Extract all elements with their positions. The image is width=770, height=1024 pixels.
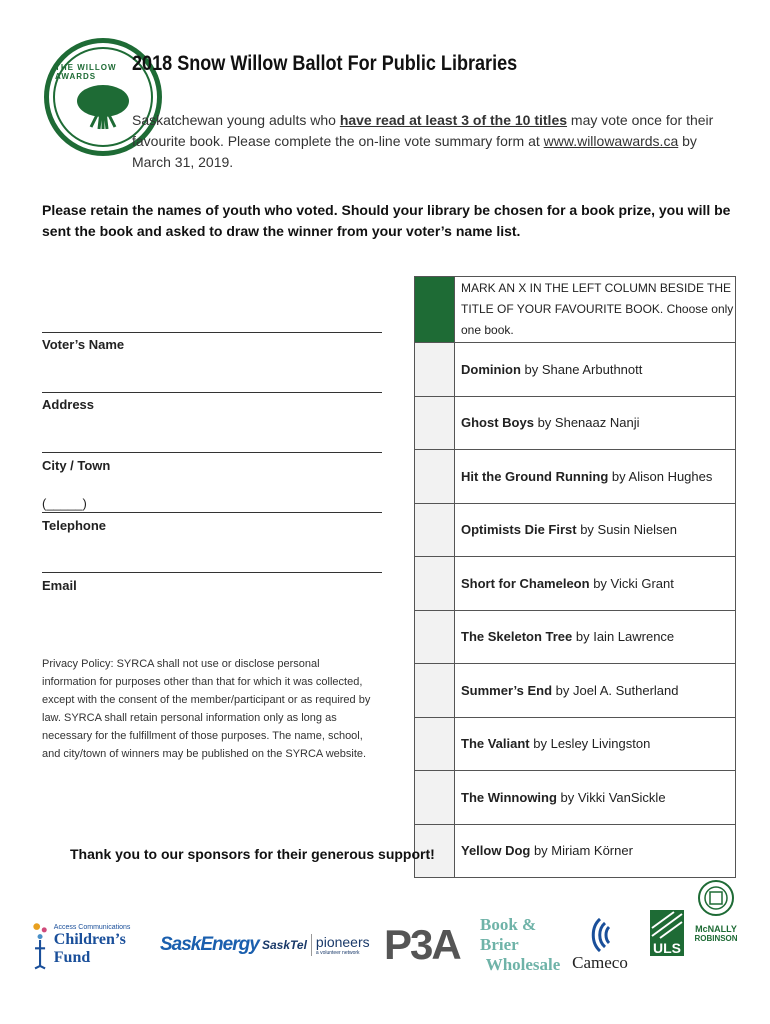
book-author: by Iain Lawrence bbox=[572, 629, 675, 645]
vote-box[interactable] bbox=[415, 343, 455, 397]
mcnally-crest-icon bbox=[698, 878, 734, 924]
book-author: by Lesley Livingston bbox=[529, 736, 651, 752]
sasktel-pioneers-logo bbox=[262, 910, 370, 980]
book-row bbox=[415, 664, 736, 718]
book-title: The Skeleton Tree bbox=[461, 629, 573, 645]
telephone-line[interactable] bbox=[42, 512, 382, 513]
vote-box[interactable] bbox=[415, 717, 455, 771]
saskenergy-text: SaskEnergy bbox=[160, 934, 259, 955]
book-row bbox=[415, 396, 736, 450]
vote-box[interactable] bbox=[415, 450, 455, 504]
uls-mark-icon bbox=[650, 910, 684, 940]
access-line1: Access Communications bbox=[53, 923, 131, 931]
ballot-header-row bbox=[415, 277, 736, 343]
p3a-logo bbox=[384, 910, 470, 980]
book-title: The Winnowing bbox=[461, 789, 557, 805]
telephone-label: Telephone bbox=[42, 518, 107, 533]
book-row bbox=[415, 610, 736, 664]
book-row bbox=[415, 717, 736, 771]
mcnally-line2: ROBINSON bbox=[694, 934, 738, 943]
book-title: Ghost Boys bbox=[461, 415, 534, 431]
vote-box[interactable] bbox=[415, 664, 455, 718]
mcnally-line1: McNALLY bbox=[695, 924, 737, 934]
book-brier-logo bbox=[480, 910, 566, 980]
book-title: Dominion bbox=[461, 361, 521, 377]
logo-text: THE WILLOW AWARDS bbox=[55, 63, 117, 81]
website-link[interactable]: www.willowawards.ca bbox=[543, 133, 679, 149]
tree-icon bbox=[73, 81, 133, 131]
book-title: Yellow Dog bbox=[461, 843, 531, 859]
retain-note: Please retain the names of youth who voted. Should your library be chosen for a book prize, you will be sent the book and asked to draw the winner from your voter’s name list. bbox=[42, 202, 731, 239]
pioneers-sub: a volunteer network bbox=[315, 950, 360, 956]
vote-box[interactable] bbox=[415, 557, 455, 611]
book-title: Optimists Die First bbox=[461, 522, 577, 538]
book-row bbox=[415, 824, 736, 878]
p3a-text: P3A bbox=[384, 921, 460, 968]
vote-box[interactable] bbox=[415, 610, 455, 664]
book-author: by Miriam Körner bbox=[530, 843, 633, 859]
cameco-logo bbox=[570, 910, 630, 980]
book-brier-line2: Wholesale bbox=[485, 955, 561, 974]
childrens-figure-icon bbox=[30, 915, 52, 975]
intro-text: Saskatchewan young adults who have read at least 3 of the 10 titles may vote once for their favourite book. Please complete the on-line vote summary form at www.willowawards.ca by March 31, 2019. bbox=[132, 112, 714, 170]
uls-logo bbox=[648, 910, 686, 980]
voter-name-label: Voter’s Name bbox=[42, 337, 125, 352]
page-title: 2018 Snow Willow Ballot For Public Libraries bbox=[132, 52, 518, 75]
city-line[interactable] bbox=[42, 452, 382, 453]
book-title: Summer’s End bbox=[461, 682, 553, 698]
saskenergy-logo bbox=[160, 910, 259, 980]
book-author: by Shane Arbuthnott bbox=[520, 361, 643, 377]
sasktel-text: SaskTel bbox=[262, 938, 307, 952]
vote-box[interactable] bbox=[415, 771, 455, 825]
book-row bbox=[415, 343, 736, 397]
book-row bbox=[415, 557, 736, 611]
book-brier-line1: Book & Brier bbox=[480, 915, 537, 954]
book-author: by Vikki VanSickle bbox=[556, 789, 666, 805]
book-author: by Alison Hughes bbox=[608, 468, 713, 484]
pioneers-text: pioneers bbox=[315, 934, 370, 950]
cameco-text: Cameco bbox=[572, 953, 628, 972]
ballot-instructions: MARK AN X IN THE LEFT COLUMN BESIDE THE TITLE OF YOUR FAVOURITE BOOK. Choose only one book. bbox=[455, 277, 736, 343]
address-label: Address bbox=[42, 397, 95, 412]
phone-prefix: (_____) bbox=[42, 496, 87, 511]
ballot-table bbox=[414, 276, 736, 878]
book-row bbox=[415, 450, 736, 504]
uls-text: ULS bbox=[650, 940, 684, 956]
book-title: Hit the Ground Running bbox=[461, 468, 609, 484]
book-title: Short for Chameleon bbox=[461, 575, 590, 591]
book-author: by Joel A. Sutherland bbox=[552, 682, 679, 698]
book-row bbox=[415, 503, 736, 557]
sponsor-thanks: Thank you to our sponsors for their generous support! bbox=[70, 846, 435, 862]
intro-emphasis: have read at least 3 of the 10 titles bbox=[339, 112, 568, 128]
email-label: Email bbox=[42, 578, 77, 593]
vote-box[interactable] bbox=[415, 396, 455, 450]
mcnally-robinson-logo bbox=[694, 878, 738, 968]
privacy-policy: Privacy Policy: SYRCA shall not use or disclose personal information for purposes other than that for which it was collected, except with the consent of the member/participant or as required by law. SYRCA shall retain personal information only as long as necessary for the fulfillment of those purposes. The name, school, and city/town of winners may be published on the SYRCA website. bbox=[42, 658, 371, 760]
book-title: The Valiant bbox=[461, 736, 530, 752]
access-childrens-fund-logo bbox=[30, 910, 148, 980]
voter-name-line[interactable] bbox=[42, 332, 382, 333]
book-row bbox=[415, 771, 736, 825]
book-author: by Susin Nielsen bbox=[576, 522, 678, 538]
vote-box[interactable] bbox=[415, 503, 455, 557]
book-author: by Shenaaz Nanji bbox=[533, 415, 640, 431]
email-line[interactable] bbox=[42, 572, 382, 573]
city-label: City / Town bbox=[42, 458, 111, 473]
access-line2: Children’s Fund bbox=[53, 930, 126, 966]
address-line[interactable] bbox=[42, 392, 382, 393]
book-author: by Vicki Grant bbox=[589, 575, 674, 591]
header-marker bbox=[415, 277, 455, 343]
cameco-swirl-icon bbox=[585, 917, 615, 953]
